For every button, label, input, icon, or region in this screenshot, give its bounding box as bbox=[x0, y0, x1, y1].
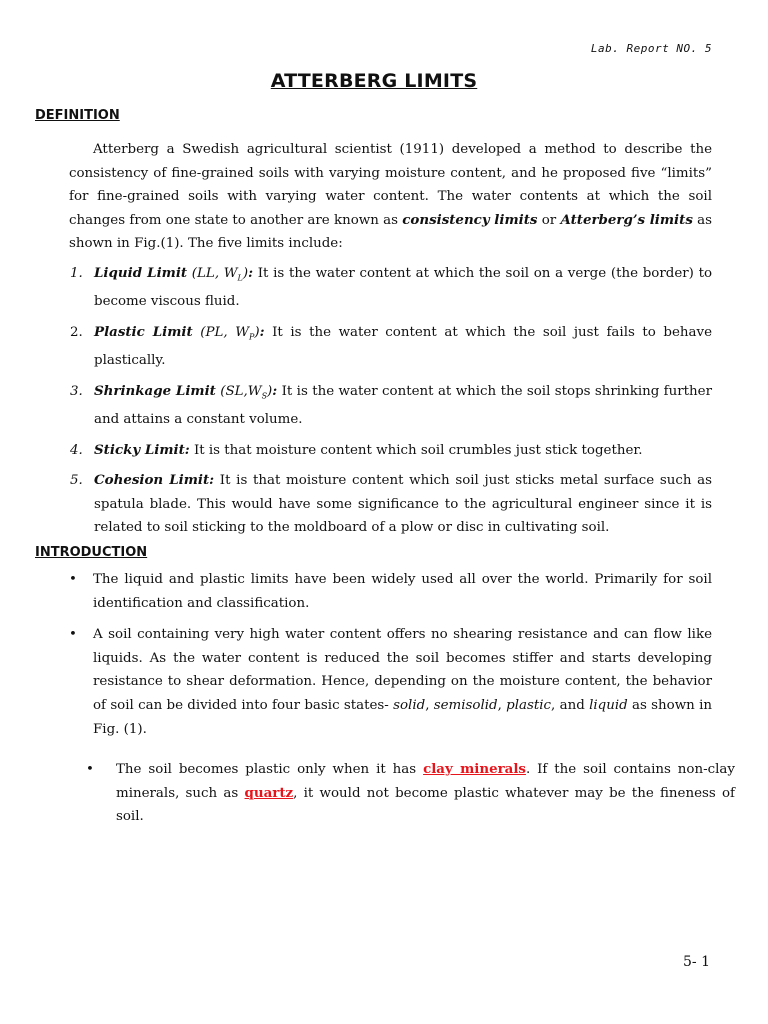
definition-heading: DEFINITION bbox=[35, 108, 120, 123]
list-number: 2. bbox=[70, 324, 83, 340]
definition-paragraph bbox=[69, 138, 712, 256]
definition-text-3: as shown in Fig.(1). The five limits include: bbox=[69, 212, 712, 252]
list-symbol: $(SL,W_S)$ bbox=[215, 383, 273, 401]
term-atterbergs-limits: Atterberg’s limits bbox=[560, 211, 693, 228]
list-text: It is the water content at which the soil on a verge (the border) to become viscous fluid. bbox=[94, 266, 713, 310]
report-label: Lab. Report NO. 5 bbox=[590, 42, 712, 55]
list-term: Plastic Limit bbox=[94, 323, 193, 340]
list-item bbox=[69, 469, 712, 540]
bullet-text: A soil containing very high water content offers no shearing resistance and can flow like liquids. As the water content is reduced the soil becomes stiffer and starts developing resistance to shear deformation. Hence, depending on the moisture content, the behavior of soil can be divided into four basic states- solid, semisolid, plastic, and liquid as shown in Fig. (1). bbox=[93, 627, 712, 737]
bullet-icon: • bbox=[69, 572, 77, 587]
list-term: Sticky Limit: bbox=[94, 441, 190, 458]
list-item: 3. Shrinkage Limit $(SL,W_S)$: It is the water content at which the soil stops shrinking further and attains a constant volume. bbox=[69, 380, 712, 432]
list-symbol: (PL, $W_P$) bbox=[192, 324, 260, 342]
list-number: 4. bbox=[70, 442, 83, 458]
page-number: 5- 1 bbox=[683, 954, 710, 970]
list-item bbox=[69, 623, 712, 741]
bullet-icon: • bbox=[69, 627, 77, 643]
highlight-clay-minerals: clay minerals bbox=[423, 761, 526, 777]
definition-text-2: or bbox=[537, 212, 561, 228]
list-term: Shrinkage Limit bbox=[94, 382, 216, 399]
bullet-text: The liquid and plastic limits have been widely used all over the world. Primarily for soil identification and classification. bbox=[93, 572, 712, 611]
list-term: Liquid Limit bbox=[94, 265, 188, 281]
bullet-icon: • bbox=[86, 762, 94, 777]
list-item bbox=[69, 568, 712, 615]
introduction-heading: INTRODUCTION bbox=[35, 545, 148, 560]
list-number: 5. bbox=[70, 473, 83, 489]
list-item: 2. Plastic Limit (PL, $W_P$): It is the water content at which the soil just fails to behave plastically. bbox=[69, 321, 712, 373]
term-consistency-limits: consistency limits bbox=[402, 211, 538, 228]
list-symbol: (LL, $W_L$) bbox=[187, 266, 249, 283]
limits-list bbox=[69, 262, 712, 540]
list-text: It is that moisture content which soil just sticks metal surface such as spatula blade. This would have some significance to the agricultural engineer since it is related to soil sticking to the moldboard of a plow or disc in cultivating soil. bbox=[94, 473, 712, 536]
list-number: 3. bbox=[70, 383, 83, 399]
list-text: It is the water content at which the soil stops shrinking further and attains a constant volume. bbox=[94, 383, 712, 427]
definition-text-1: Atterberg a Swedish agricultural scientist (1911) developed a method to describe the consistency of fine-grained soils with varying moisture content, and he proposed five “limits” for fine-grained soils with varying water content. The water contents at which the soil changes from one state to another are known as bbox=[69, 142, 712, 228]
list-text: It is the water content at which the soil just fails to behave plastically. bbox=[94, 324, 713, 369]
list-item bbox=[69, 439, 712, 463]
list-item: 1. Liquid Limit (LL, $W_L$): It is the water content at which the soil on a verge (the border) to become viscous fluid. bbox=[69, 262, 712, 314]
introduction-bullets bbox=[69, 568, 712, 741]
bullet-text: The soil becomes plastic only when it has clay minerals. If the soil contains non-clay minerals, such as quartz, it would not become plastic whatever may be the fineness of soil. bbox=[116, 761, 735, 825]
highlight-quartz: quartz bbox=[244, 784, 294, 801]
list-item bbox=[86, 758, 735, 829]
list-text: It is that moisture content which soil crumbles just stick together. bbox=[189, 442, 643, 458]
list-term: Cohesion Limit: bbox=[94, 472, 215, 489]
page-title: ATTERBERG LIMITS bbox=[270, 70, 478, 92]
list-number: 1. bbox=[70, 266, 83, 281]
